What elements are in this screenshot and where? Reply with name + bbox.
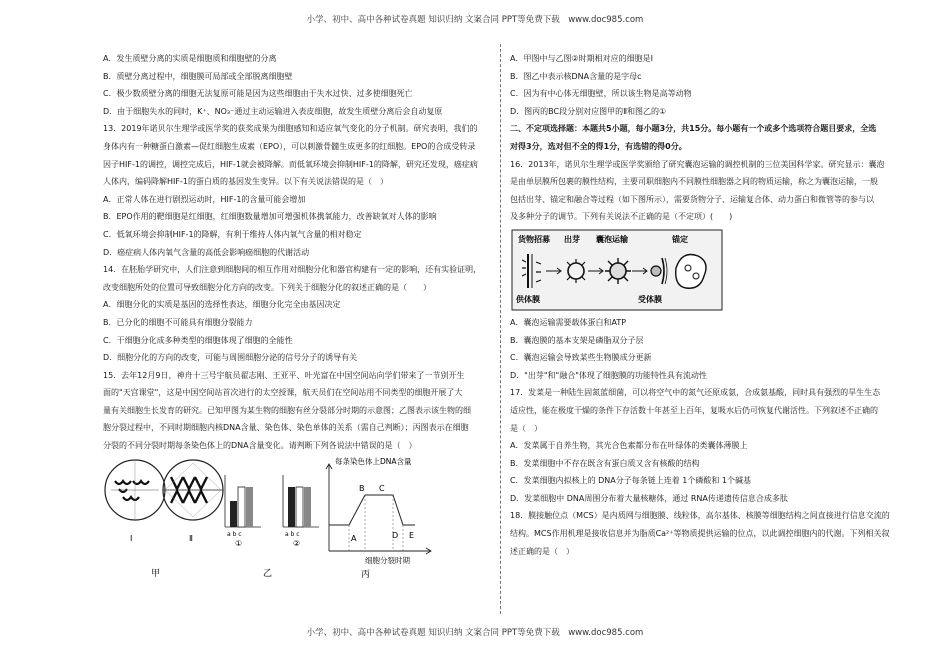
text-line: 结构。MCS作用机理是接收信息并为脂质Ca²⁺等物质提供运输的位点，以此调控细胞内的代谢。下列相关叙 (510, 529, 890, 539)
bar-num-1: ① (235, 538, 243, 548)
text-line: 改变细胞所处的位置可导致细胞分化方向的改变。下列关于细胞分化的叙述正确的是（ ） (103, 282, 431, 292)
option-c: C．囊泡运输会导致某些生物膜成分更新 (510, 353, 652, 363)
text-line: 是（ ） (510, 423, 542, 433)
text-line: D．由于细胞失水的同时，K⁺、NO₃⁻通过主动运输进入表皮细胞，故发生质壁分离后会自动复原 (103, 106, 443, 116)
question-16: 16．2013年，诺贝尔生理学或医学奖颁给了研究囊泡运输的调控机制的三位美国科学家。研究显示：囊泡 (510, 159, 885, 169)
stage-anchoring: 锚定 (672, 234, 688, 244)
text-line: 量有关细胞生长发育的研究。已知甲图为某生物的细胞有丝分裂部分时期的示意图；乙图表示该生物的细 (103, 405, 471, 415)
bar-chart-1 (225, 475, 261, 548)
bar (238, 487, 245, 527)
text-line: 述正确的是（ ） (510, 546, 574, 556)
point-c: C (379, 483, 385, 493)
option-a: A．发菜属于自养生物，其光合色素都分布在叶绿体的类囊体薄膜上 (510, 441, 748, 451)
text-line: 人体内，编码降解HIF-1的蛋白质的基因发生变异。以下有关说法错误的是（ ） (103, 177, 388, 187)
option-b: B．EPO作用的靶细胞是红细胞，红细胞数量增加可增强机体携氧能力，改善缺氧对人体的影响 (103, 212, 437, 222)
option-d: D．细胞分化的方向的改变，可能与周围细胞分泌的信号分子的诱导有关 (103, 353, 358, 363)
question-14: 14．在胚胎学研究中，人们注意到细胞间的相互作用对细胞分化和器官构建有一定的影响，还有实验证明， (103, 265, 482, 275)
option-c: C．因为有中心体无细胞壁，所以该生物是高等动物 (510, 89, 692, 99)
option-a: A．细胞分化的实质是基因的选择性表达，细胞分化完全由基因决定 (103, 300, 341, 310)
question-18: 18．膜接触位点（MCS）是内质网与细胞膜、线粒体，高尔基体、核膜等细胞结构之间直接进行信息交流的 (510, 511, 890, 521)
point-d: D (392, 530, 399, 540)
option-c: C．发菜细胞内拟核上的 DNA分子每条链上连着 1个磷酸和 1个碱基 (510, 476, 752, 486)
bar (246, 487, 253, 527)
option-b: B．囊泡膜的基本支架是磷脂双分子层 (510, 335, 644, 345)
column-divider (500, 44, 501, 614)
cell-i-label: Ⅰ (130, 533, 133, 543)
point-a: A (351, 533, 357, 543)
text-line: 包括出芽、锚定和融合等过程（如下图所示），需要货物分子、运输复合体、动力蛋白和微管等的参与以 (510, 194, 874, 204)
option-c: C．低氧环境会抑制HIF-1的降解，有利于维持人体内氧气含量的相对稳定 (103, 229, 362, 239)
text-line: A．发生质壁分离的实质是细胞质和细胞壁的分离 (103, 54, 277, 63)
option-a: A．甲图中与乙图②时期相对应的细胞是Ⅰ (510, 54, 654, 63)
bar (230, 501, 237, 527)
right-column (510, 50, 903, 560)
point-e: E (409, 530, 415, 540)
page-header: 小学、初中、高中各种试卷真题 知识归纳 文案合同 PPT等免费下载 www.doc985.com (306, 15, 644, 25)
option-b: B．发菜细胞中不存在既含有蛋白质又含有核酸的结构 (510, 458, 700, 468)
option-b: B．已分化的细胞不可能具有细胞分裂能力 (103, 317, 253, 327)
text-line: 是由单层膜所包裹的膜性结构，主要司职细胞内不同膜性细胞器之间的物质运输，称之为囊泡运输，一般 (510, 177, 878, 187)
question-13: 13．2019年诺贝尔生理学或医学奖的获奖成果为细胞感知和适应氧气变化的分子机制。研究表明，我们的 (103, 124, 478, 134)
vesicle-diagram (510, 228, 903, 312)
option-d: D．图丙的BC段分别对应图甲的Ⅱ和图乙的① (510, 106, 667, 116)
stage-cargo-recruit: 货物招募 (518, 234, 550, 244)
point-b: B (359, 483, 365, 493)
bing-xlabel: 细胞分裂时期 (365, 555, 410, 565)
stage-transport: 囊泡运输 (596, 234, 628, 244)
yi-caption: 乙 (263, 568, 273, 579)
left-column (103, 50, 490, 615)
bing-title: 每条染色体上DNA含量 (335, 456, 412, 466)
option-d: D．"出芽"和"融合"体现了细胞膜的功能特性具有流动性 (510, 370, 707, 380)
cell-ii (163, 460, 223, 520)
stage-budding: 出芽 (564, 234, 580, 244)
text-line: 分裂的不同分裂时期每条染色体上的DNA含量变化。请判断下列各说法中错误的是（ ） (103, 441, 417, 451)
text-line: 因子HIF-1的调控，调控完成后，HIF-1就会被降解。而低氧环境会抑制HIF-1的降解，研究还发现，癌症病 (103, 159, 478, 169)
option-d: D．癌症病人体内氧气含量的高低会影响癌细胞的代谢活动 (103, 247, 310, 257)
section-title: 二、不定项选择题：本题共5小题，每小题3分，共15分。每小题有一个或多个选项符合题目要求，全选 (510, 124, 877, 134)
text-line: 适应性，能在极度干燥的条件下存活数十年甚至上百年，复吸水后仍可恢复代谢活性。下列叙述不正确的 (510, 405, 878, 415)
jia-caption: 甲 (151, 568, 161, 579)
question-15: 15．去年12月9日，神舟十三号宇航员翟志刚、王亚平、叶光富在中国空间站向学们带来了一节别开生 (103, 370, 465, 380)
q15-figure (103, 455, 490, 615)
cell-ii-label: Ⅱ (189, 533, 193, 543)
bing-caption: 丙 (361, 569, 371, 580)
text-line: 面的"天宫课堂"，这是中国空间站首次进行的太空授课，航天员们在空间站用不同类型的细胞开展了大 (103, 388, 463, 398)
bar (288, 487, 295, 527)
text-line: 及多种分子的调节。下列有关说法不正确的是（不定项）( ) (510, 212, 733, 222)
option-a: A．正常人体在进行剧烈运动时，HIF-1的含量可能会增加 (103, 194, 306, 204)
option-b: B．图乙中表示核DNA含量的是字母c (510, 71, 642, 81)
text-line: 身体内有一种糖蛋白激素—促红细胞生成素（EPO），可以刺激骨髓生成更多的红细胞。EPO的合成受转录 (103, 141, 476, 151)
text-line: C．极少数质壁分离的细胞无法复原可能是因为这些细胞由于失水过快、过多使细胞死亡 (103, 89, 413, 99)
option-c: C．干细胞分化成多种类型的细胞体现了细胞的全能性 (103, 335, 293, 345)
acceptor-membrane-label: 受体膜 (638, 294, 662, 304)
donor-membrane-label: 供体膜 (516, 294, 540, 304)
transport-vesicle (605, 258, 631, 284)
bing-graph (326, 456, 431, 580)
bar-letters: a b c (285, 530, 300, 538)
page-footer: 小学、初中、高中各种试卷真题 知识归纳 文案合同 PPT等免费下载 www.doc985.com (306, 628, 644, 638)
q15-diagram (103, 455, 490, 615)
text-line: 胞分裂过程中，不同时期细胞内核DNA含量、染色体、染色单体的关系（需自己判断）；丙图表示在细胞 (103, 423, 469, 433)
option-a: A．囊泡运输需要载体蛋白和ATP (510, 317, 627, 327)
bar-num-2: ② (293, 538, 301, 548)
q16-figure (510, 228, 903, 314)
text-line: B．质壁分离过程中，细胞膜可局部或全部脱离细胞壁 (103, 71, 293, 81)
bar-chart-2 (283, 475, 319, 548)
cell-i (105, 460, 165, 520)
section-title: 对得3分，选对但不全的得1分，有选错的得0分。 (510, 141, 687, 151)
bar-letters: a b c (227, 530, 242, 538)
question-17: 17．发菜是一种陆生固氮蓝细菌，可以将空气中的氮气还原成氨，合成氨基酸，同时具有强烈的旱生生态 (510, 388, 881, 398)
option-d: D．发菜细胞中 DNA周围分布着大量核糖体，通过 RNA传递遗传信息合成多肽 (510, 493, 788, 503)
bar (304, 487, 311, 527)
bar (296, 487, 303, 527)
